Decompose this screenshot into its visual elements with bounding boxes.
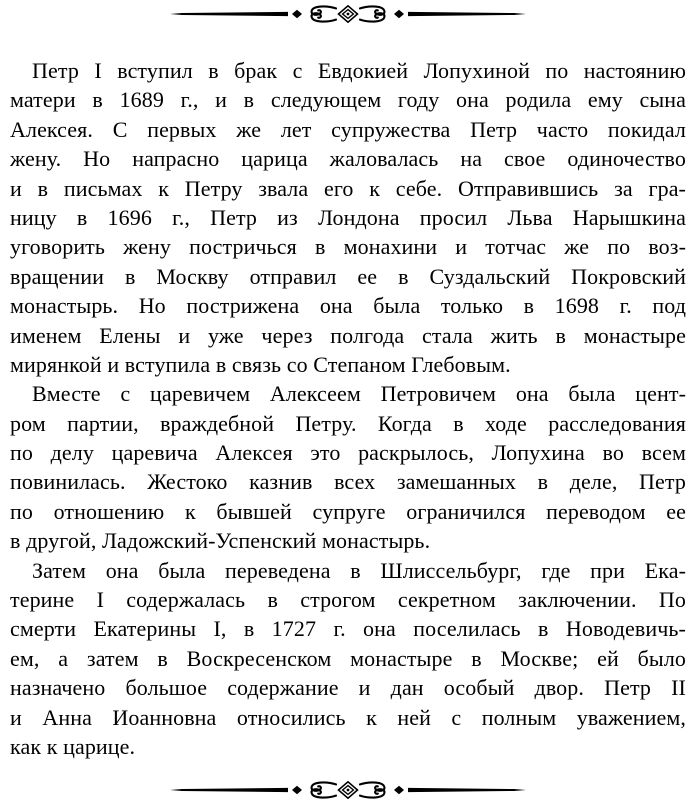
text-body	[10, 56, 686, 761]
text-line: и Анна Иоанновна относились к ней с полным уважением,	[10, 704, 686, 730]
fleuron-ornament-icon	[170, 781, 526, 799]
text-line: ем, а затем в Воскресенском монастыре в Москве; ей было	[10, 645, 686, 671]
diamond-flower-icon	[339, 6, 358, 22]
text-line: смерти Екатерины I, в 1727 г. она поселилась в Новодевичь-	[10, 616, 686, 642]
paragraph	[10, 379, 686, 555]
text-line: Алексея. С первых же лет супружества Петр часто покидал	[10, 116, 686, 142]
text-line: назначено большое содержание и дан особый двор. Петр II	[10, 675, 686, 701]
text-line: Петр I вступил в брак с Евдокией Лопухиной по настоянию	[32, 58, 686, 83]
text-line: ром партии, враждебной Петру. Когда в ходе расследования	[10, 410, 686, 436]
text-line: повинилась. Жестоко казнив всех замешанных в деле, Петр	[10, 469, 686, 495]
text-line: по отношению к бывшей супруге ограничился переводом ее	[10, 498, 686, 524]
text-line: Затем она была переведена в Шлиссельбург, где при Ека-	[32, 557, 686, 583]
paragraph	[10, 556, 686, 762]
text-line: ницу в 1696 г., Петр из Лондона просил Льва Нарышкина	[10, 204, 686, 230]
text-line: мирянкой и вступила в связь со Степаном Глебовым.	[10, 351, 511, 377]
text-line: жену. Но напрасно царица жаловалась на свое одиночество	[10, 146, 686, 172]
text-line: по делу царевича Алексея это раскрылось, Лопухина во всем	[10, 440, 686, 466]
text-line: вращении в Москву отправил ее в Суздальский Покровский	[10, 263, 686, 289]
text-line: именем Елены и уже через полгода стала жить в монастыре	[10, 322, 686, 348]
text-line: матери в 1689 г., и в следующем году она родила ему сына	[10, 87, 686, 113]
text-line: как к царице.	[10, 733, 136, 759]
diamond-flower-icon	[339, 782, 358, 798]
text-line: монастырь. Но пострижена она была только в 1698 г. под	[10, 293, 686, 319]
paragraph	[10, 56, 686, 379]
text-line: Вместе с царевичем Алексеем Петровичем она была цент-	[32, 381, 686, 407]
fleuron-ornament-icon	[170, 5, 526, 23]
ornamental-divider-bottom	[0, 781, 696, 799]
ornamental-divider-top	[0, 0, 696, 23]
text-line: терине I содержалась в строгом секретном заключении. По	[10, 587, 686, 613]
text-line: в другой, Ладожский-Успенский монастырь.	[10, 528, 431, 554]
text-line: и в письмах к Петру звала его к себе. Отправившись за гра-	[10, 175, 686, 201]
text-line: уговорить жену постричься в монахини и тотчас же по воз-	[10, 234, 686, 260]
